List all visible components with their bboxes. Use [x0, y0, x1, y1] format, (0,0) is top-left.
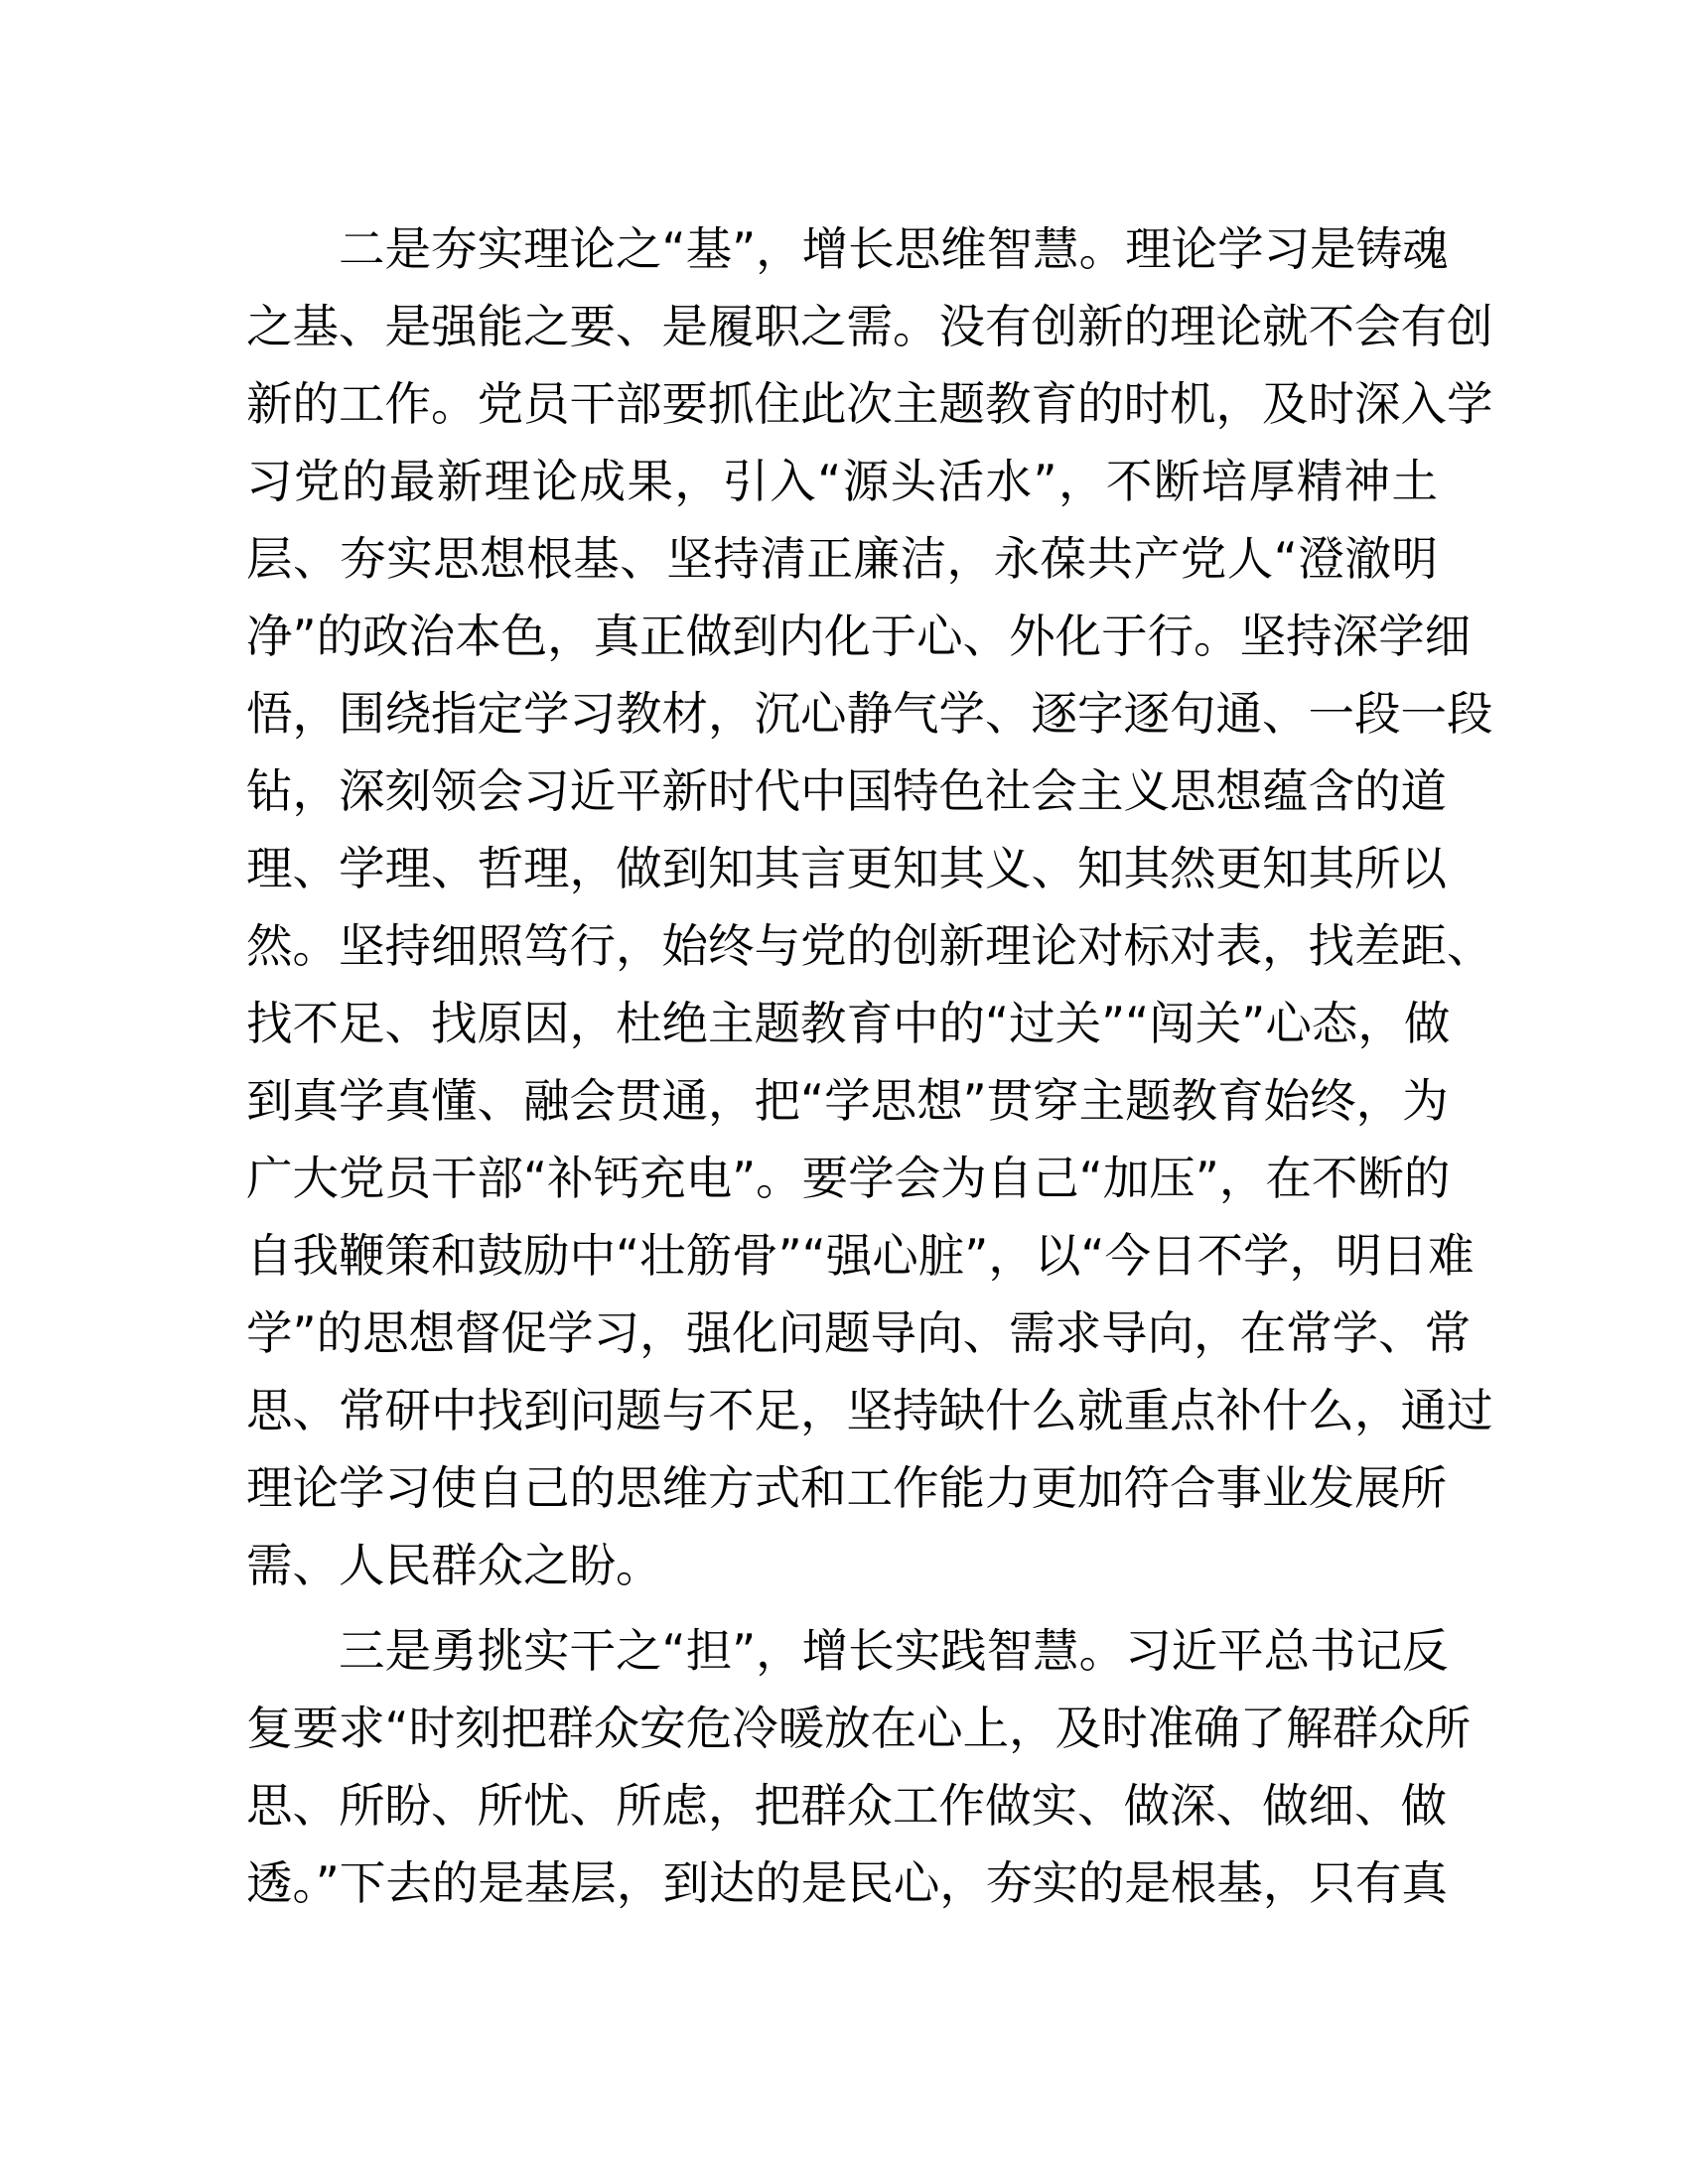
paragraph-line: 思、所盼、所忧、所虑，把群众工作做实、做深、做细、做	[246, 1779, 1447, 1833]
paragraph-line: 然。坚持细照笃行，始终与党的创新理论对标对表，找差距、	[246, 919, 1493, 973]
paragraph-line: 新的工作。党员干部要抓住此次主题教育的时机，及时深入学	[246, 377, 1493, 431]
paragraph-line: 悟，围绕指定学习教材，沉心静气学、逐字逐句通、一段一段	[246, 687, 1493, 741]
paragraph-line: 学”的思想督促学习，强化问题导向、需求导向，在常学、常	[246, 1306, 1472, 1360]
paragraph-line: 需、人民群众之盼。	[246, 1539, 662, 1592]
paragraph-line: 透。”下去的是基层，到达的是民心，夯实的是根基，只有真	[246, 1856, 1448, 1910]
paragraph-theory-foundation	[246, 210, 1493, 1604]
paragraph-line: 净”的政治本色，真正做到内化于心、外化于行。坚持深学细	[246, 610, 1472, 663]
paragraph-spacer	[246, 1604, 1438, 1612]
paragraph-line: 三是勇挑实干之“担”，增长实践智慧。习近平总书记反	[339, 1624, 1449, 1678]
paragraph-line: 复要求“时刻把群众安危冷暖放在心上，及时准确了解群众所	[246, 1702, 1472, 1755]
paragraph-line: 层、夯实思想根基、坚持清正廉洁，永葆共产党人“澄澈明	[246, 532, 1438, 586]
paragraph-line: 找不足、找原因，杜绝主题教育中的“过关”“闯关”心态，做	[246, 997, 1451, 1050]
paragraph-line: 理论学习使自己的思维方式和工作能力更加符合事业发展所	[246, 1461, 1447, 1515]
paragraph-line: 广大党员干部“补钙充电”。要学会为自己“加压”，在不断的	[246, 1152, 1451, 1205]
paragraph-line: 二是夯实理论之“基”，增长思维智慧。理论学习是铸魂	[339, 222, 1449, 276]
paragraph-line: 思、常研中找到问题与不足，坚持缺什么就重点补什么，通过	[246, 1384, 1493, 1437]
paragraph-line: 习党的最新理论成果，引入“源头活水”，不断培厚精神土	[246, 455, 1438, 508]
paragraph-line: 自我鞭策和鼓励中“壮筋骨”“强心脏”，以“今日不学，明日难	[246, 1229, 1475, 1283]
paragraph-line: 到真学真懂、融会贯通，把“学思想”贯穿主题教育始终，为	[246, 1074, 1449, 1128]
paragraph-line: 之基、是强能之要、是履职之需。没有创新的理论就不会有创	[246, 300, 1493, 353]
paragraph-practice-responsibility	[246, 1612, 1472, 1922]
document-body	[246, 210, 1493, 1922]
paragraph-line: 理、学理、哲理，做到知其言更知其义、知其然更知其所以	[246, 842, 1447, 895]
paragraph-line: 钻，深刻领会习近平新时代中国特色社会主义思想蕴含的道	[246, 764, 1447, 818]
